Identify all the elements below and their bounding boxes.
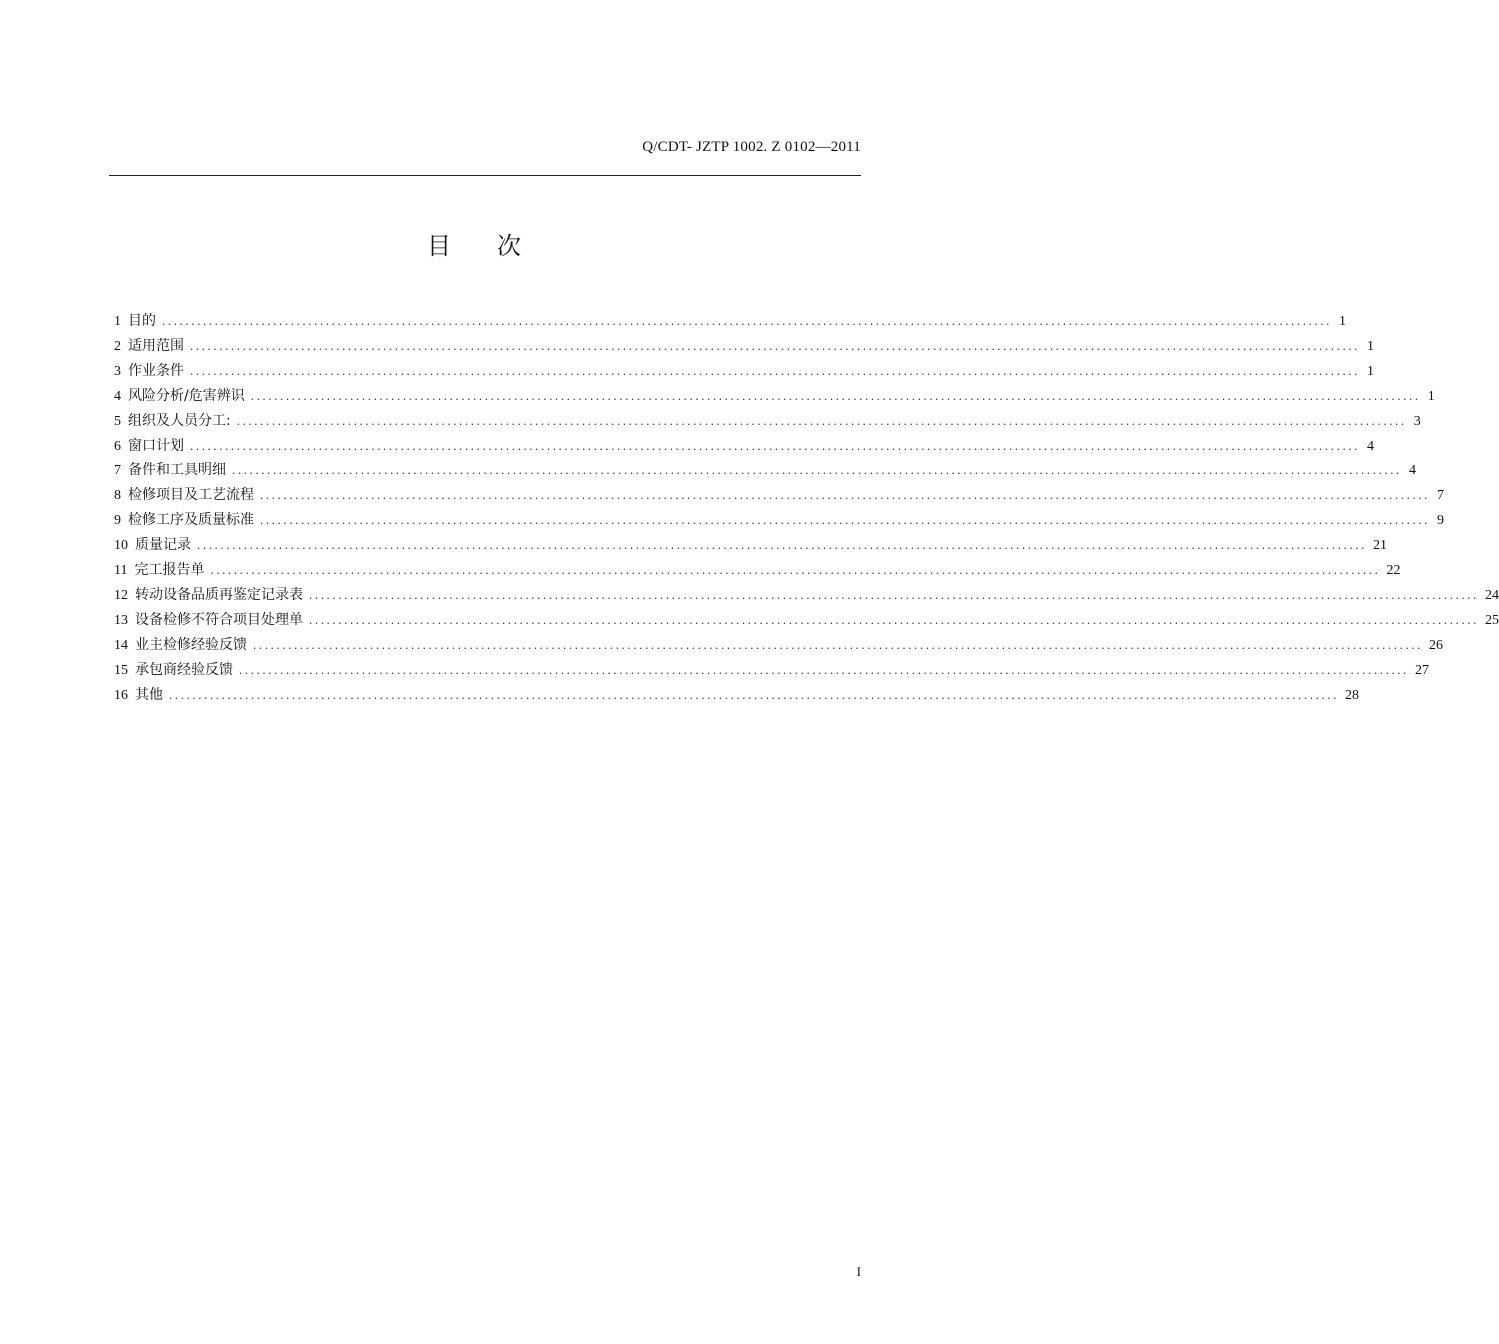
toc-dot-leader: ........................................................................................................................................................................................................ (232, 462, 1402, 478)
toc-entry-title: 窗口计划 (128, 437, 184, 454)
toc-entry-number: 1 (114, 314, 121, 329)
toc-entry-title: 适用范围 (128, 337, 184, 354)
toc-entry[interactable] (114, 436, 1374, 456)
toc-entry-page: 21 (1373, 538, 1387, 554)
toc-entry[interactable] (114, 560, 1401, 580)
toc-entry-number: 8 (114, 488, 121, 504)
document-code: Q/CDT- JZTP 1002. Z 0102—2011 (642, 139, 861, 155)
toc-entry[interactable] (114, 386, 1435, 406)
toc-entry-title: 风险分析/危害辨识 (128, 387, 245, 404)
toc-entry-title: 业主检修经验反馈 (135, 636, 247, 653)
toc-entry[interactable] (114, 485, 1444, 505)
toc-entry-page: 9 (1437, 513, 1444, 529)
toc-entry-title: 完工报告单 (134, 562, 205, 578)
toc-dot-leader: ........................................................................................................................................................................................................ (239, 661, 1409, 677)
toc-entry[interactable] (114, 535, 1387, 555)
toc-entry-number: 6 (114, 438, 121, 454)
toc-entry[interactable] (114, 361, 1374, 381)
toc-entry[interactable] (114, 411, 1421, 431)
toc-entry[interactable] (114, 460, 1416, 480)
toc-dot-leader: ........................................................................................................................................................................................................ (260, 512, 1430, 528)
toc-entry-page: 24 (1485, 587, 1499, 603)
toc-dot-leader: ........................................................................................................................................................................................................ (309, 611, 1479, 627)
page-title (0, 226, 950, 261)
toc-entry-number: 3 (114, 363, 121, 379)
toc-entry-page: 1 (1367, 363, 1374, 379)
toc-dot-leader: ........................................................................................................................................................................................................ (253, 636, 1423, 652)
title-part-2: 次 (497, 232, 523, 260)
toc-entry-title: 设备检修不符合项目处理单 (135, 611, 303, 628)
toc-entry-page: 25 (1485, 612, 1499, 628)
toc-entry-page: 1 (1367, 338, 1374, 354)
toc-entry[interactable] (114, 610, 1499, 630)
toc-entry[interactable] (114, 510, 1444, 530)
toc-entry-number: 7 (114, 463, 121, 479)
toc-dot-leader: ........................................................................................................................................................................................................ (190, 337, 1360, 353)
toc-entry-number: 2 (114, 338, 121, 354)
toc-entry-number: 5 (114, 413, 121, 429)
toc-entry[interactable] (114, 685, 1359, 705)
toc-entry-number: 11 (114, 563, 128, 578)
toc-entry-page: 4 (1367, 438, 1374, 454)
toc-entry[interactable] (114, 660, 1429, 680)
toc-dot-leader: ........................................................................................................................................................................................................ (260, 487, 1430, 503)
toc-entry-page: 26 (1429, 637, 1443, 653)
header-rule (109, 175, 861, 176)
page-number: I (856, 1264, 861, 1279)
toc-entry-number: 15 (114, 662, 128, 678)
toc-entry[interactable] (114, 585, 1499, 605)
toc-entry-page: 22 (1386, 563, 1401, 578)
toc-entry-page: 4 (1409, 463, 1416, 479)
toc-entry-number: 4 (114, 388, 121, 404)
toc-entry-title: 转动设备品质再鉴定记录表 (135, 586, 303, 603)
toc-entry-title: 检修工序及质量标准 (128, 512, 254, 529)
toc-entry-page: 1 (1339, 314, 1346, 329)
toc-entry[interactable] (114, 311, 1346, 331)
toc-entry-title: 目的 (128, 313, 156, 329)
toc-entry-number: 12 (114, 587, 128, 603)
toc-entry-page: 7 (1437, 488, 1444, 504)
toc-entry-title: 备件和工具明细 (128, 462, 226, 479)
toc-entry-title: 作业条件 (128, 362, 184, 379)
toc-entry-number: 9 (114, 513, 121, 529)
title-part-1: 目 (427, 232, 453, 260)
toc-entry-title: 其他 (135, 686, 163, 703)
toc-dot-leader: ........................................................................................................................................................................................................ (162, 313, 1332, 328)
toc-dot-leader: ........................................................................................................................................................................................................ (309, 586, 1479, 602)
toc-entry-page: 27 (1415, 662, 1429, 678)
toc-dot-leader: ........................................................................................................................................................................................................ (236, 412, 1407, 428)
toc-dot-leader: ........................................................................................................................................................................................................ (210, 562, 1381, 577)
toc-entry-title: 承包商经验反馈 (135, 661, 233, 678)
toc-entry-number: 10 (114, 538, 128, 554)
toc-entry-title: 组织及人员分工: (128, 412, 231, 429)
toc-entry[interactable] (114, 336, 1374, 356)
toc-dot-leader: ........................................................................................................................................................................................................ (190, 437, 1360, 453)
toc-entry-number: 16 (114, 687, 128, 703)
toc-dot-leader: ........................................................................................................................................................................................................ (250, 387, 1421, 403)
toc-dot-leader: ........................................................................................................................................................................................................ (190, 362, 1360, 378)
toc-entry-number: 14 (114, 637, 128, 653)
toc-entry-number: 13 (114, 612, 128, 628)
toc-dot-leader: ........................................................................................................................................................................................................ (197, 537, 1367, 553)
toc-dot-leader: ........................................................................................................................................................................................................ (169, 686, 1339, 702)
toc-entry-title: 检修项目及工艺流程 (128, 487, 254, 504)
toc-entry-page: 28 (1345, 687, 1359, 703)
toc-entry[interactable] (114, 635, 1443, 655)
toc-entry-title: 质量记录 (135, 537, 191, 554)
toc-entry-page: 3 (1413, 413, 1421, 429)
toc-entry-page: 1 (1427, 388, 1435, 404)
